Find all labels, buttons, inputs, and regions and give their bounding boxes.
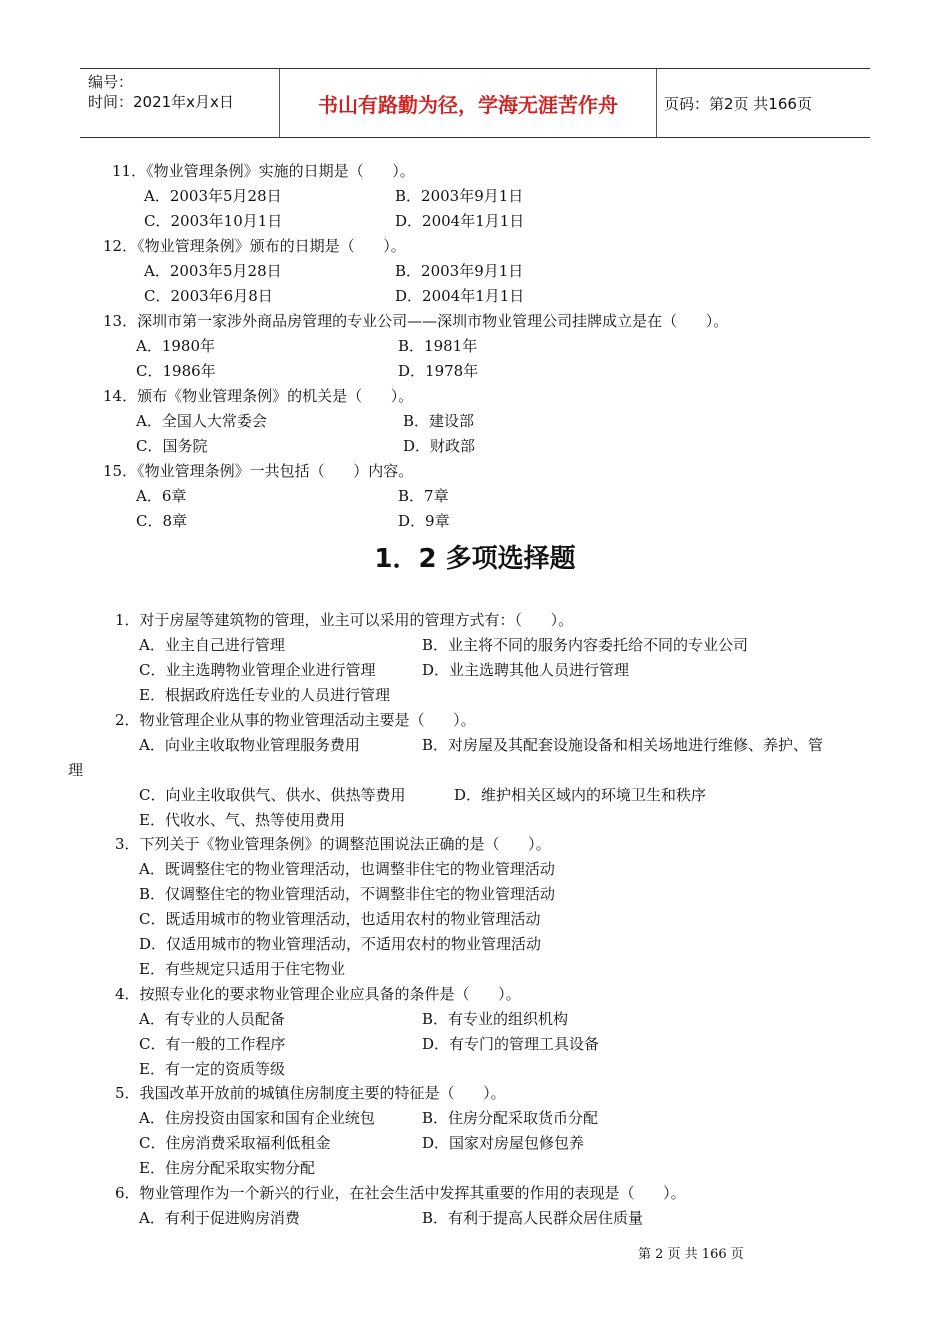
option-line: B．仅调整住宅的物业管理活动，不调整非住宅的物业管理活动 — [139, 885, 556, 903]
option-line: D．业主选聘其他人员进行管理 — [422, 661, 630, 679]
option-line: A．向业主收取物业管理服务费用 — [139, 736, 360, 754]
option-line: B．业主将不同的服务内容委托给不同的专业公司 — [422, 636, 749, 654]
option-line: E．有一定的资质等级 — [139, 1060, 285, 1078]
header-page-label: 页码：第2页 共166页 — [664, 94, 812, 113]
option-line: C．2003年6月8日 — [144, 287, 273, 305]
question-line: 13．深圳市第一家涉外商品房管理的专业公司——深圳市物业管理公司挂牌成立是在（ ）。 — [103, 312, 729, 330]
page-footer: 第 2 页 共 166 页 — [638, 1247, 744, 1262]
question-line: 11．《物业管理条例》实施的日期是（ ）。 — [112, 162, 415, 180]
question-line: 15．《物业管理条例》一共包括（ ）内容。 — [103, 462, 414, 480]
option-line: A．2003年5月28日 — [144, 187, 282, 205]
option-line: E．根据政府选任专业的人员进行管理 — [139, 686, 390, 704]
option-line: C．8章 — [136, 512, 188, 530]
option-line: A．1980年 — [136, 337, 216, 355]
option-line: C．住房消费采取福利低租金 — [139, 1134, 331, 1152]
option-line: D．1978年 — [398, 362, 479, 380]
option-line: E．代收水、气、热等使用费用 — [139, 811, 345, 829]
option-line: B．住房分配采取货币分配 — [422, 1109, 599, 1127]
option-line: B．7章 — [398, 487, 449, 505]
option-line: B．对房屋及其配套设施设备和相关场地进行维修、养护、管 — [422, 736, 824, 754]
option-line: D．9章 — [398, 512, 450, 530]
option-line: C．国务院 — [136, 437, 208, 455]
option-line: A．有专业的人员配备 — [139, 1010, 285, 1028]
option-line-wrap: 理 — [68, 761, 84, 779]
option-line: E．有些规定只适用于住宅物业 — [139, 960, 345, 978]
option-line: B．建设部 — [403, 412, 475, 430]
option-line: A．住房投资由国家和国有企业统包 — [139, 1109, 375, 1127]
option-line: A．全国人大常委会 — [136, 412, 267, 430]
option-line: C．既适用城市的物业管理活动，也适用农村的物业管理活动 — [139, 910, 541, 928]
option-line: C．有一般的工作程序 — [139, 1035, 286, 1053]
option-line: A．2003年5月28日 — [144, 262, 282, 280]
option-line: D．维护相关区域内的环境卫生和秩序 — [454, 786, 707, 804]
option-line: A．有利于促进购房消费 — [139, 1209, 300, 1227]
time-label: 时间：2021年x月x日 — [88, 93, 234, 111]
option-line: C．业主选聘物业管理企业进行管理 — [139, 661, 376, 679]
section-title: 1．2 多项选择题 — [374, 544, 576, 574]
option-line: A．既调整住宅的物业管理活动，也调整非住宅的物业管理活动 — [139, 860, 555, 878]
option-line: C．向业主收取供气、供水、供热等费用 — [139, 786, 406, 804]
option-line: C．2003年10月1日 — [144, 212, 283, 230]
question-line: 1．对于房屋等建筑物的管理，业主可以采用的管理方式有：（ ）。 — [115, 611, 574, 629]
option-line: B．有专业的组织机构 — [422, 1010, 569, 1028]
option-line: E．住房分配采取实物分配 — [139, 1159, 315, 1177]
option-line: B．有利于提高人民群众居住质量 — [422, 1209, 644, 1227]
question-line: 2．物业管理企业从事的物业管理活动主要是（ ）。 — [115, 711, 476, 729]
option-line: D．财政部 — [403, 437, 476, 455]
number-label: 编号： — [88, 73, 134, 91]
option-line: A．业主自己进行管理 — [139, 636, 285, 654]
option-line: D．有专门的管理工具设备 — [422, 1035, 600, 1053]
option-line: B．2003年9月1日 — [395, 262, 524, 280]
question-line: 4．按照专业化的要求物业管理企业应具备的条件是（ ）。 — [115, 985, 521, 1003]
option-line: D．2004年1月1日 — [395, 212, 525, 230]
header-meta — [80, 69, 280, 137]
question-line: 6．物业管理作为一个新兴的行业，在社会生活中发挥其重要的作用的表现是（ ）。 — [115, 1184, 686, 1202]
option-line: D．国家对房屋包修包养 — [422, 1134, 585, 1152]
option-line: C．1986年 — [136, 362, 216, 380]
header-motto: 书山有路勤为径，学海无涯苦作舟 — [280, 69, 657, 137]
page-header — [80, 68, 870, 138]
question-line: 14．颁布《物业管理条例》的机关是（ ）。 — [103, 387, 414, 405]
question-line: 3．下列关于《物业管理条例》的调整范围说法正确的是（ ）。 — [115, 835, 551, 853]
option-line: D．2004年1月1日 — [395, 287, 525, 305]
option-line: B．1981年 — [398, 337, 478, 355]
option-line: B．2003年9月1日 — [395, 187, 524, 205]
option-line: D．仅适用城市的物业管理活动，不适用农村的物业管理活动 — [139, 935, 542, 953]
question-line: 5．我国改革开放前的城镇住房制度主要的特征是（ ）。 — [115, 1084, 506, 1102]
question-line: 12．《物业管理条例》颁布的日期是（ ）。 — [103, 237, 406, 255]
option-line: A．6章 — [136, 487, 187, 505]
